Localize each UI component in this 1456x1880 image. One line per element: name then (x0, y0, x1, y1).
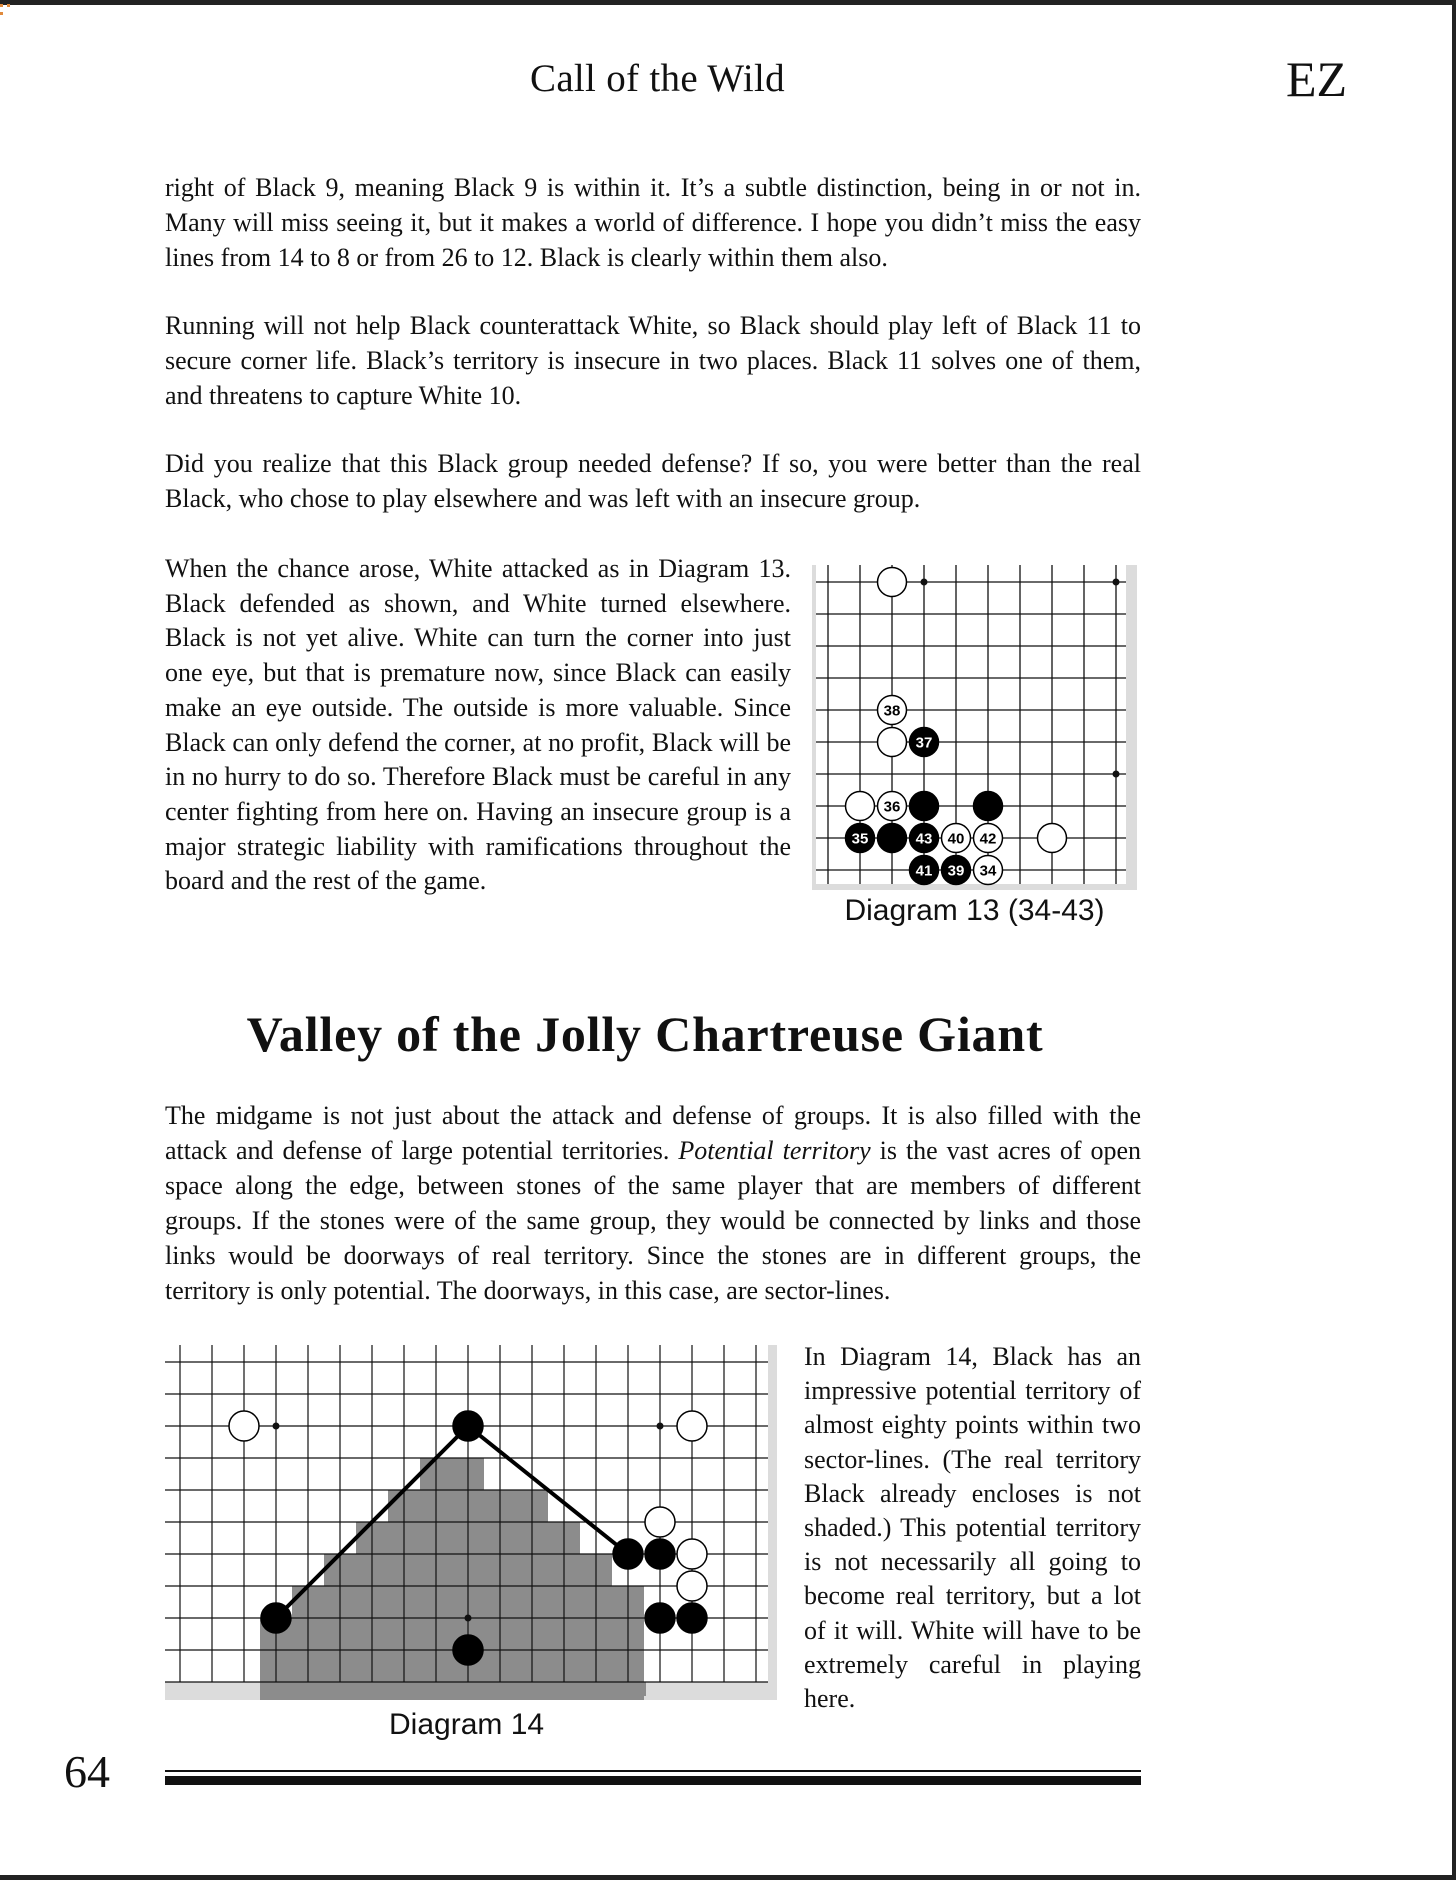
paragraph-5 (165, 1098, 1141, 1308)
move-number: 38 (883, 702, 901, 720)
diagram-13-caption: Diagram 13 (34-43) (844, 894, 1105, 927)
white-stone (878, 728, 907, 757)
star-point (465, 1615, 472, 1622)
white-stone (645, 1507, 675, 1537)
white-stone (878, 568, 907, 597)
white-stone (229, 1411, 259, 1441)
black-stone (677, 1603, 707, 1633)
paragraph-2: Running will not help Black counterattack White, so Black should play left of Black 11 to secure corner life. Black’s territory is insecure in two places. Black 11 solves one of them, and threatens to capture White 10. (165, 311, 1141, 410)
paragraph-3: Did you realize that this Black group needed defense? If so, you were better than the real Black, who chose to play elsewhere and was left with an insecure group. (165, 449, 1141, 513)
move-number: 36 (883, 798, 901, 816)
move-number: 37 (915, 734, 933, 752)
black-stone (645, 1539, 675, 1569)
black-stone (974, 792, 1003, 821)
move-number: 34 (979, 862, 997, 880)
paragraph-6: In Diagram 14, Black has an impressive potential territory of almost eighty points within two sector-lines. (The real territory Black already encloses is not shaded.) This potential territory is not necessarily all going to become real territory, but a lot of it will. White will have to be extremely careful in playing here. (804, 1342, 1141, 1714)
black-stone (645, 1603, 675, 1633)
diagram-14-svg (165, 1345, 777, 1700)
star-point (273, 1423, 280, 1430)
footer-rule-thin (165, 1770, 1141, 1772)
crop-mark (0, 4, 10, 15)
section-title: Valley of the Jolly Chartreuse Giant (246, 1006, 1044, 1062)
running-title: Call of the Wild (530, 57, 785, 100)
star-point (921, 579, 928, 586)
black-stone (613, 1539, 643, 1569)
black-stone (261, 1603, 291, 1633)
move-number: 41 (915, 862, 933, 880)
territory-shade-base (260, 1682, 646, 1696)
term-potential-territory: Potential territory (678, 1136, 871, 1165)
black-stone (910, 792, 939, 821)
diagram-13-board (812, 565, 1137, 890)
footer-rule-thick (165, 1776, 1141, 1785)
diagram-14-caption: Diagram 14 (389, 1708, 545, 1741)
star-point (1113, 771, 1120, 778)
page-right-border (1452, 0, 1456, 1880)
paragraph-1: right of Black 9, meaning Black 9 is within it. It’s a subtle distinction, being in or not in. Many will miss seeing it, but it makes a world of difference. I hope you didn’t miss the easy lines from 14 to 8 or from 26 to 12. Black is clearly within them also. (165, 173, 1141, 272)
page-bottom-border (0, 1875, 1456, 1880)
white-stone (677, 1571, 707, 1601)
white-stone (1038, 824, 1067, 853)
move-number: 35 (851, 830, 869, 848)
move-number: 39 (947, 862, 965, 880)
black-stone (878, 824, 907, 853)
move-number: 42 (979, 830, 997, 848)
page-top-border (0, 0, 1456, 5)
white-stone (677, 1539, 707, 1569)
section-code: EZ (1286, 51, 1348, 107)
black-stone (453, 1411, 483, 1441)
diagram-14-board (165, 1345, 777, 1700)
paragraph-5-start: The midgame is not just about the attack and defense of groups. It is also filled with the attack and defense of large potential territories. (165, 1101, 1141, 1165)
white-stone (677, 1411, 707, 1441)
diagram-13-svg (812, 565, 1137, 890)
white-stone (846, 792, 875, 821)
move-number: 43 (915, 830, 933, 848)
star-point (1113, 579, 1120, 586)
paragraph-5-end: is the vast acres of open space along the edge, between stones of the same player that are members of different groups. If the stones were of the same group, they would be connected by links and those links would be doorways of real territory. Since the stones are in different groups, the territory is only potential. The doorways, in this case, are sector-lines. (165, 1136, 1141, 1305)
star-point (657, 1423, 664, 1430)
page-number: 64 (64, 1746, 110, 1797)
paragraph-4: When the chance arose, White attacked as in Diagram 13. Black defended as shown, and White turned elsewhere. Black is not yet alive. White can turn the corner into just one eye, but that is premature now, since Black can easily make an eye outside. The outside is more valuable. Since Black can only defend the corner, at no profit, Black will be in no hurry to do so. Therefore Black must be careful in any center fighting from here on. Having an insecure group is a major strategic liability with ramifications throughout the board and the rest of the game. (165, 554, 791, 896)
black-stone (453, 1635, 483, 1665)
move-number: 40 (947, 830, 965, 848)
